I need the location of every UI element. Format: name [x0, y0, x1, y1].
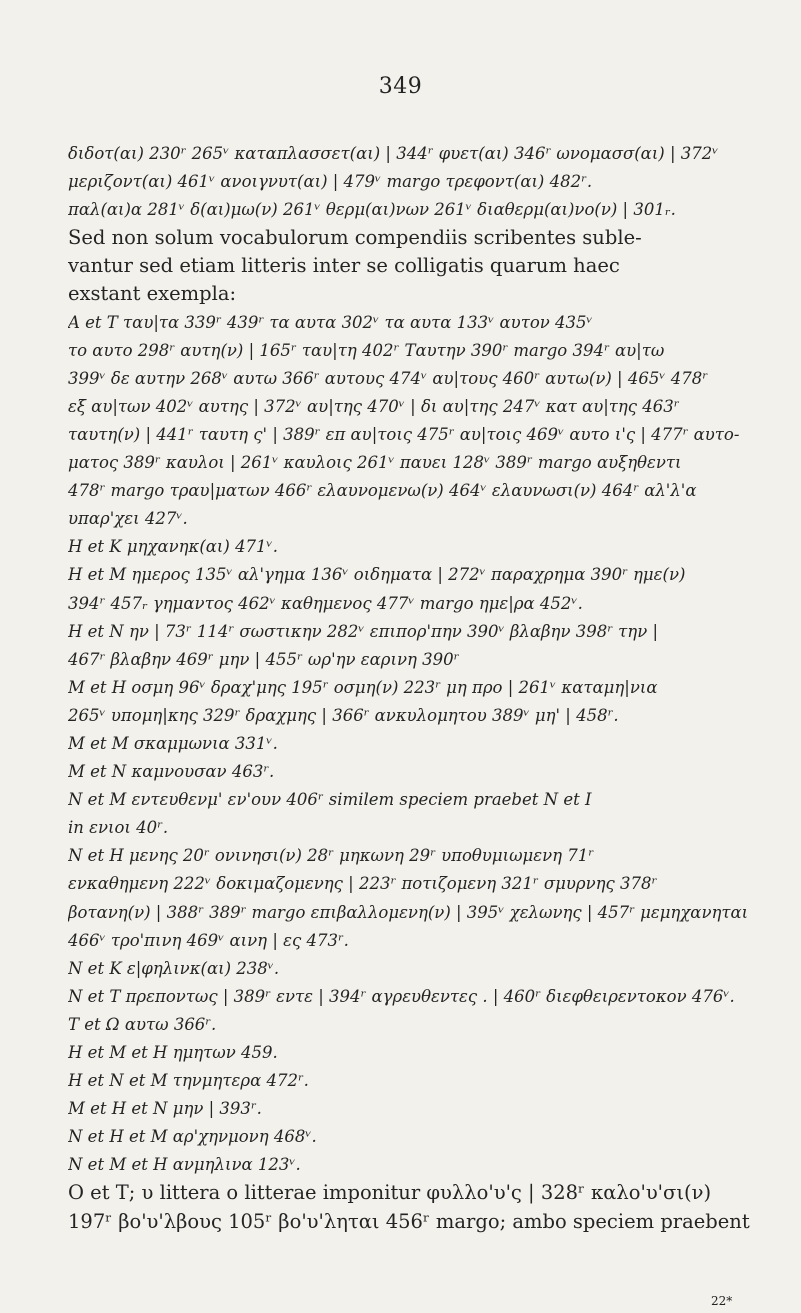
- text-line: ταυτη(ν) | 441ʳ ταυτη ς' | 389ʳ επ αυ|τοις 475ʳ αυ|τοις 469ᵛ αυτο ι'ς | 477ʳ αυτο-: [68, 424, 740, 444]
- text-line: 399ᵛ δε αυτην 268ᵛ αυτω 366ʳ αυτους 474ᵛ αυ|τους 460ʳ αυτω(ν) | 465ᵛ 478ʳ: [68, 368, 708, 388]
- text-line: Α et Τ ταυ|τα 339ʳ 439ʳ τα αυτα 302ᵛ τα αυτα 133ᵛ αυτον 435ᵛ: [68, 312, 593, 332]
- text-line: 478ʳ margo τραυ|ματων 466ʳ ελαυνομενω(ν) 464ᵛ ελαυνωσι(ν) 464ʳ αλ'λ'α: [68, 481, 697, 501]
- text-line: Ν et Κ ε|φηλινκ(αι) 238ᵛ.: [68, 958, 280, 978]
- text-line: 394ʳ 457ᵣ γημαντος 462ᵛ καθημενος 477ᵛ margo ημε|ρα 452ᵛ.: [68, 593, 583, 613]
- text-line: Ν et Τ πρεποντως | 389ʳ εντε | 394ʳ αγρευθεντες . | 460ʳ διεφθειρεντοκον 476ᵛ.: [68, 986, 735, 1006]
- text-line: Η et Ν ην | 73ʳ 114ʳ σωστικην 282ᵛ επιπορ'πην 390ᵛ βλαβην 398ʳ την |: [68, 621, 659, 641]
- text-line: vantur sed etiam litteris inter se colligatis quarum haec: [68, 254, 620, 278]
- text-line: exstant exempla:: [68, 282, 237, 306]
- text-line: μεριζοντ(αι) 461ᵛ ανοιγνυτ(αι) | 479ᵛ margo τρεφοντ(αι) 482ʳ.: [68, 172, 593, 192]
- text-line: ενκαθημενη 222ᵛ δοκιμαζομενης | 223ʳ ποτιζομενη 321ʳ σμυρνης 378ʳ: [68, 874, 658, 894]
- text-line: Η et Κ μηχανηκ(αι) 471ᵛ.: [68, 537, 278, 557]
- text-line: Μ et Η οσμη 96ᵛ δραχ'μης 195ʳ οσμη(ν) 223ʳ μη προ | 261ᵛ καταμη|νια: [68, 677, 658, 697]
- text-line: 265ᵛ υπομη|κης 329ʳ δραχμης | 366ʳ ανκυλομητου 389ᵛ μη' | 458ʳ.: [68, 705, 619, 725]
- text-line: Η et Μ et Η ημητων 459.: [68, 1043, 278, 1062]
- text-line: Ν et Μ εντευθενμ' εν'ουν 406ʳ similem speciem praebet Ν et Ι: [68, 790, 592, 810]
- text-line: ματος 389ʳ καυλοι | 261ᵛ καυλοις 261ᵛ παυει 128ᵛ 389ʳ margo αυξηθεντι: [68, 453, 682, 473]
- text-line: 197ʳ βο'υ'λβους 105ʳ βο'υ'ληται 456ʳ margo; ambo speciem praebent: [68, 1209, 750, 1233]
- text-line: βοτανη(ν) | 388ʳ 389ʳ margo επιβαλλομενη(ν) | 395ᵛ χελωνης | 457ʳ μεμηχανηται: [68, 902, 749, 922]
- text-line: Sed non solum vocabulorum compendiis scribentes suble-: [68, 226, 642, 250]
- text-line: 466ᵛ τρο'πινη 469ᵛ αινη | ες 473ʳ.: [68, 930, 349, 950]
- page-number: 349: [378, 74, 423, 99]
- text-line: Η et Μ ημερος 135ᵛ αλ'γημα 136ᵛ οιδηματα | 272ᵛ παραχρημα 390ʳ ημε(ν): [68, 565, 686, 585]
- text-block: [68, 140, 751, 1236]
- text-line: Ν et Η μενης 20ʳ ονινησι(ν) 28ʳ μηκωνη 29ʳ υποθυμιωμενη 71ʳ: [68, 846, 595, 866]
- text-line: Ο et Τ; υ littera ο litterae imponitur φυλλο'υ'ς | 328ʳ καλο'υ'σι(ν): [68, 1181, 712, 1205]
- text-line: Ν et Η et Μ αρ'χηνμονη 468ᵛ.: [68, 1127, 317, 1147]
- text-line: in ενιοι 40ʳ.: [68, 818, 169, 838]
- text-line: Μ et Η et Ν μην | 393ʳ.: [68, 1099, 262, 1119]
- text-line: εξ αυ|των 402ᵛ αυτης | 372ᵛ αυ|της 470ᵛ | δι αυ|της 247ᵛ κατ αυ|της 463ʳ: [68, 396, 680, 416]
- text-line: παλ(αι)α 281ᵛ δ(αι)μω(ν) 261ᵛ θερμ(αι)νων 261ᵛ διαθερμ(αι)νο(ν) | 301ᵣ.: [68, 200, 676, 220]
- text-line: Τ et Ω αυτω 366ʳ.: [68, 1014, 217, 1034]
- text-line: Ν et Μ et Η ανμηλινα 123ᵛ.: [68, 1155, 301, 1175]
- text-line: Η et Ν et Μ τηνμητερα 472ʳ.: [68, 1071, 309, 1091]
- text-line: 467ʳ βλαβην 469ʳ μην | 455ʳ ωρ'ην εαρινη 390ʳ: [68, 649, 460, 669]
- text-line: Μ et Ν καμνουσαν 463ʳ.: [68, 762, 275, 782]
- text-line: διδοτ(αι) 230ʳ 265ᵛ καταπλασσετ(αι) | 344ʳ φυετ(αι) 346ʳ ωνομασσ(αι) | 372ᵛ: [68, 144, 719, 163]
- text-line: το αυτο 298ʳ αυτη(ν) | 165ʳ ταυ|τη 402ʳ Ταυτην 390ʳ margo 394ʳ αυ|τω: [68, 340, 665, 360]
- text-line: υπαρ'χει 427ᵛ.: [68, 509, 188, 529]
- text-line: Μ et Μ σκαμμωνια 331ᵛ.: [68, 733, 278, 753]
- signature-mark: 22*: [711, 1294, 733, 1308]
